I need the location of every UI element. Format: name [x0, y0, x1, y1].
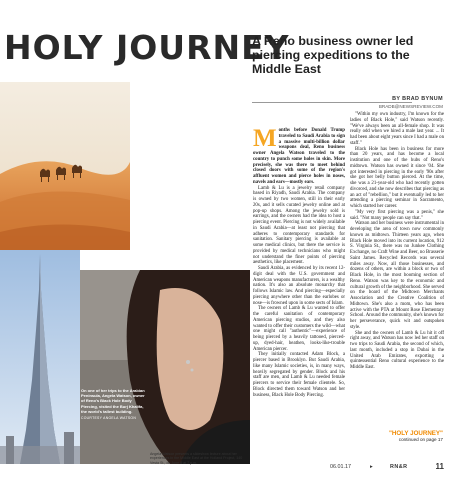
- paragraph: The owners of Lamb & Lu wanted to offer the careful sanitation of contemporary American piercing studios, and they also wanted to offer their customers the wild—what one might call "authentic"—experience of being pierced by a heavily tattooed, pierced-up, dyed-hair, heathen, looks-like-trouble American piercer.: [253, 306, 345, 352]
- paragraph: Watson and her business were instrumental in developing the area of town now commonly known as midtown. Thirteen years ago, when Black Hole moved into its current location, 912 S. Virginia St., there was no Junkee Clothing Exchange, no Craft Wine and Beer, no Brasserie Saint James. Recycled Records was several miles away. Now, all those businesses, and dozens of others, are within a block or two of Black Hole, in the most booming section of Reno. Watson was key to the economic and cultural growth of the neighborhood. She served on the board of the Midtown Merchants Association and the Creative Coalition of Midtown. She's also a mom, who has been active with the PTA at Mount Rose Elementary School. Around the community, she's known for her perseverance, quick wit and outspoken style.: [350, 221, 444, 330]
- paragraph: Lamb & Lu is a jewelry retail company based in Riyadh, Saudi Arabia. The company is owned by two women, still in their early 20s, and it sells curated jewelry online and at pop-up shops. Among the jewelry sold is earrings, and the owners had the idea to host a piercing event. Piercing is not widely available in Saudi Arabia—at least not piercing that adheres to contemporary standards for sanitation. Sanitary piercing is available at some medical clinics, but there the service is provided by medical technicians who might not understand the finer points of piercing aesthetics, like placement.: [253, 185, 345, 266]
- angela-watson-photo: [80, 270, 250, 464]
- continued-title: "HOLY JOURNEY": [388, 430, 443, 437]
- article-column-1: [253, 125, 345, 398]
- drop-cap: M: [253, 125, 277, 152]
- paragraph: They initially contacted Adam Block, a piercer based in Brooklyn. But Saudi Arabia, like many Islamic societies, is, in many ways, heavily segregated by gender. Block and his staff are men, and Lamb & Lu needed female piercers to service their female clientele. So, Block directed them toward Watson and her business, Black Hole Body Piercing.: [253, 352, 345, 398]
- continued-notice[interactable]: [381, 430, 443, 442]
- page-footer: [330, 462, 444, 472]
- paragraph: "Within my own industry, I'm known for the ladies of Black Hole," said Watson recently. "We've always been an all-female shop. It was really odd when we hired a male last year. ... It had been about eight years since I had a male on staff.": [350, 112, 444, 146]
- lede-text: onths before Donald Trump traveled to Saudi Arabia to sign a massive multi-billion dollar weapons deal, Reno business owner Angela Watson traveled to the country to punch some holes in skin. More precisely, she was there to meet behind closed doors with some of the region's affluent women and pierce holes in noses, navels and ears—mostly ears.: [253, 128, 345, 185]
- caption-text: On one of her trips to the Arabian Peninsula, Angela Watson, owner of Reno's Black Hole Body Piercing, visited the Burj Khalifa, the world's tallest building.: [81, 388, 145, 414]
- desert-photo: [0, 82, 130, 250]
- paragraph: "My very first piercing was a penis," she said. "Not many people can say that.": [350, 209, 444, 221]
- continued-page: continued on page 17: [398, 437, 443, 442]
- tower-image: [0, 250, 80, 464]
- photo-credit: COURTESY ANGELA WATSON: [81, 416, 137, 421]
- byline: BY BRAD BYNUM: [392, 96, 443, 102]
- portrait-image: [80, 270, 250, 464]
- page-title: HOLY JOURNEY: [4, 28, 290, 67]
- paragraph: She and the owners of Lamb & Lu hit it off right away, and Watson has now led her staff on two trips to Saudi Arabia, the second of which, last month, included a stop in Dubai in the United Arab Emirates, exporting a quintessential Reno cultural experience to the Middle East.: [350, 330, 444, 370]
- photo-caption: [81, 388, 147, 421]
- page-number: 11: [435, 462, 444, 471]
- lecture-caption: Angela Watson presents a slideshow lecture about her experiences in the Middle East at the Holland Project, 140 Vesta St., on June 8 at 7 p.m.: [150, 452, 243, 465]
- arrow-right-icon: ▸: [370, 464, 373, 470]
- desert-camels-image: [0, 82, 130, 250]
- article-column-2: [350, 112, 444, 371]
- article-deck: A Reno business owner led piercing expeditions to the Middle East: [252, 34, 414, 76]
- issue-date: 06.01.17: [330, 464, 351, 470]
- paragraph: Black Hole has been in business for more than 20 years, and has become a local institution and one of the hubs of Reno's midtown. Watson has owned it since '04. She got interested in piercing in the early '90s after she got her belly button pierced. At the time, she was a 21-year-old who had recently gotten divorced, and she now describes that piercing as an act of "rebellion," but it eventually led to her attending a piercing seminar in Sacramento, which started her career.: [350, 146, 444, 209]
- publication-name: RN&R: [390, 464, 408, 470]
- paragraph: Saudi Arabia, as evidenced by its recent 12-digit deal with the U.S. government and American weapons manufacturers, is a wealthy nation. It's also an absolute monarchy that follows Islamic law. And piercing—especially piercing anywhere other than the earlobes or nose—is frowned upon in some sects of Islam.: [253, 266, 345, 306]
- burj-khalifa-photo: [0, 250, 80, 464]
- byline-rule: [252, 102, 412, 103]
- article-lede: [253, 125, 345, 186]
- author-email[interactable]: BRADB@NEWSREVIEW.COM: [378, 104, 443, 109]
